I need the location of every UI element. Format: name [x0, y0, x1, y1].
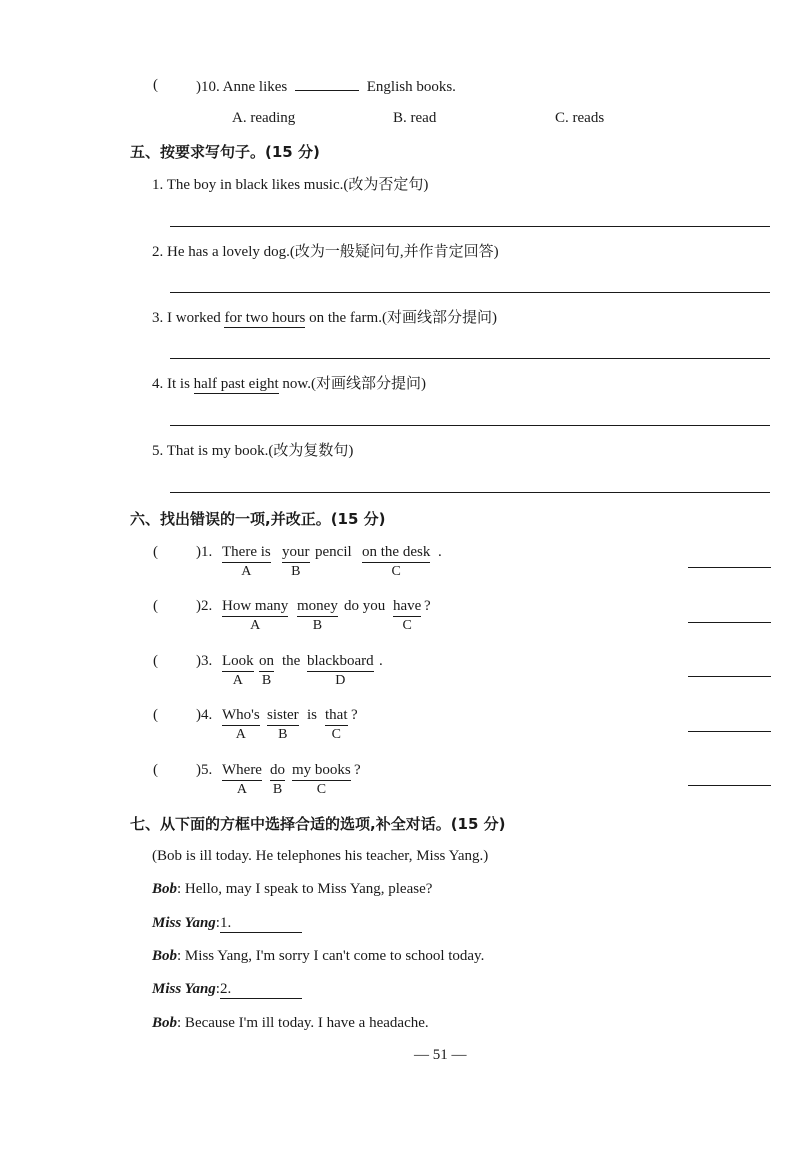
s6-seg-text: ? — [424, 598, 431, 614]
item-text: 5. That is my book. — [152, 443, 269, 459]
s6-seg-label: B — [312, 618, 323, 633]
s6-seg-text: There is — [222, 543, 271, 563]
s6-seg-text: on — [259, 652, 274, 672]
s6-seg-text: my books — [292, 761, 351, 781]
s6-seg-text: that — [325, 706, 348, 726]
item-note: (对画线部分提问) — [311, 376, 427, 392]
section5-item-2 — [152, 243, 499, 261]
s6-seg — [354, 761, 361, 779]
item-text-post: now. — [278, 376, 312, 392]
s6-seg-label: C — [391, 564, 401, 579]
s6-seg — [282, 543, 310, 580]
s6-seg-text: ? — [354, 762, 361, 778]
s6-bracket: ( — [153, 762, 158, 778]
s6-seg-text: is — [307, 707, 318, 723]
speaker: Bob — [152, 948, 178, 964]
s6-num: )2. — [196, 598, 213, 614]
q10-stem-text: )10. Anne likes — [196, 79, 288, 95]
dialog-line-3 — [152, 947, 484, 965]
s6-seg-label: A — [232, 673, 243, 688]
section5-item-1 — [152, 176, 428, 194]
utterance: : — [215, 981, 220, 997]
section5-item-4 — [152, 375, 426, 394]
s6-seg — [307, 652, 374, 689]
q10-stem-after: English books. — [366, 79, 456, 95]
item-note: (改为一般疑问句,并作肯定回答) — [289, 244, 499, 260]
page-number: — 51 — — [414, 1047, 467, 1063]
s6-seg — [325, 706, 348, 743]
s6-seg — [270, 761, 285, 798]
utterance: : Because I'm ill today. I have a headache. — [177, 1015, 429, 1031]
q10-blank[interactable] — [295, 76, 359, 91]
s6-seg — [351, 706, 358, 724]
s6-seg-label: C — [331, 727, 341, 742]
answer-line-3[interactable] — [170, 358, 770, 359]
s6-seg-text: sister — [267, 706, 299, 726]
s6-seg — [222, 597, 288, 634]
q10-stem — [196, 76, 456, 96]
s6-seg — [307, 706, 317, 724]
s6-seg — [362, 543, 430, 580]
correction-line-5[interactable] — [688, 785, 771, 786]
s6-seg — [297, 597, 338, 634]
s6-num: )1. — [196, 544, 213, 560]
underlined-phrase: for two hours — [224, 310, 306, 326]
utterance: : — [215, 915, 220, 931]
s6-seg — [315, 543, 352, 561]
s6-num: )3. — [196, 653, 213, 669]
s6-seg-label: B — [261, 673, 272, 688]
s6-seg — [222, 652, 254, 689]
item-text: 4. It is — [152, 376, 194, 392]
s6-seg-label: A — [236, 782, 248, 797]
s6-bracket: ( — [153, 544, 158, 560]
s6-bracket: ( — [153, 598, 158, 614]
s6-seg-label: C — [316, 782, 327, 797]
item-text: 2. He has a lovely dog. — [152, 244, 290, 260]
s6-seg-text: . — [379, 653, 383, 669]
item-note: (改为否定句) — [343, 177, 429, 193]
s6-seg-text: do — [270, 761, 285, 781]
s6-seg-text: the — [282, 653, 301, 669]
q10-option-b[interactable]: B. read — [393, 110, 437, 126]
s6-seg — [344, 597, 385, 615]
s6-seg-label: B — [278, 727, 288, 742]
s6-seg-text: your — [282, 543, 310, 563]
dialog-line-2 — [152, 914, 302, 933]
s6-seg-text: ? — [351, 707, 358, 723]
utterance: : Miss Yang, I'm sorry I can't come to school today. — [177, 948, 485, 964]
s6-seg-text: Who's — [222, 706, 260, 726]
dialog-line-1 — [152, 880, 432, 898]
item-text: 1. The boy in black likes music. — [152, 177, 344, 193]
q10-option-a[interactable]: A. reading — [232, 110, 296, 126]
s6-seg — [259, 652, 274, 689]
s6-seg-text: money — [297, 597, 338, 617]
s6-seg — [222, 543, 271, 580]
dialog-blank-1[interactable]: 1. — [220, 914, 302, 933]
correction-line-4[interactable] — [688, 731, 771, 732]
dialog-blank-2[interactable]: 2. — [220, 980, 302, 999]
item-text: 3. I worked — [152, 310, 225, 326]
speaker: Bob — [152, 881, 178, 897]
correction-line-2[interactable] — [688, 622, 771, 623]
s6-seg-text: How many — [222, 597, 288, 617]
q10-bracket: ( — [153, 77, 158, 93]
s6-seg-label: A — [241, 564, 252, 579]
item-note: (改为复数句) — [268, 443, 354, 459]
section5-title: 五、按要求写句子。(15 分) — [130, 143, 320, 161]
correction-line-3[interactable] — [688, 676, 771, 677]
s6-seg — [222, 706, 260, 743]
s6-seg-text: do you — [344, 598, 386, 614]
s6-seg — [267, 706, 299, 743]
speaker: Miss Yang — [152, 915, 216, 931]
speaker: Bob — [152, 1015, 178, 1031]
s6-num: )4. — [196, 707, 213, 723]
s6-seg — [222, 761, 262, 798]
item-text-post: on the farm. — [305, 310, 382, 326]
answer-line-1[interactable] — [170, 226, 770, 227]
s6-seg — [292, 761, 351, 798]
correction-line-1[interactable] — [688, 567, 771, 568]
item-note: (对画线部分提问) — [381, 310, 497, 326]
speaker: Miss Yang — [152, 981, 216, 997]
q10-option-c[interactable]: C. reads — [555, 110, 605, 126]
s6-seg-text: pencil — [315, 544, 352, 560]
utterance: : Hello, may I speak to Miss Yang, please? — [177, 881, 433, 897]
s6-seg-text: Where — [222, 761, 262, 781]
dialog-line-5 — [152, 1014, 429, 1032]
s6-num: )5. — [196, 762, 213, 778]
s6-seg — [438, 543, 442, 561]
answer-line-4[interactable] — [170, 425, 770, 426]
section5-item-3 — [152, 309, 497, 328]
s6-seg-text: blackboard — [307, 652, 374, 672]
s6-seg — [379, 652, 383, 670]
s6-seg-label: B — [291, 564, 301, 579]
s6-bracket: ( — [153, 707, 158, 723]
s6-seg-label: D — [335, 673, 346, 688]
s6-seg-text: on the desk — [362, 543, 430, 563]
s6-seg — [282, 652, 300, 670]
answer-line-5[interactable] — [170, 492, 770, 493]
s6-seg-label: A — [250, 618, 261, 633]
s6-seg-label: A — [235, 727, 246, 742]
dialog-line-4 — [152, 980, 302, 999]
dialog-intro: (Bob is ill today. He telephones his teacher, Miss Yang.) — [152, 848, 489, 864]
s6-bracket: ( — [153, 653, 158, 669]
s6-seg-text: have — [393, 597, 421, 617]
s6-seg-text: Look — [222, 652, 254, 672]
section6-title: 六、找出错误的一项,并改正。(15 分) — [130, 510, 386, 528]
underlined-phrase: half past eight — [193, 376, 279, 392]
s6-seg-label: B — [272, 782, 283, 797]
s6-seg — [424, 597, 431, 615]
section7-title: 七、从下面的方框中选择合适的选项,补全对话。(15 分) — [130, 815, 506, 833]
section5-item-5 — [152, 442, 353, 460]
s6-seg — [393, 597, 421, 634]
s6-seg-text: . — [438, 544, 442, 560]
s6-seg-label: C — [402, 618, 412, 633]
answer-line-2[interactable] — [170, 292, 770, 293]
